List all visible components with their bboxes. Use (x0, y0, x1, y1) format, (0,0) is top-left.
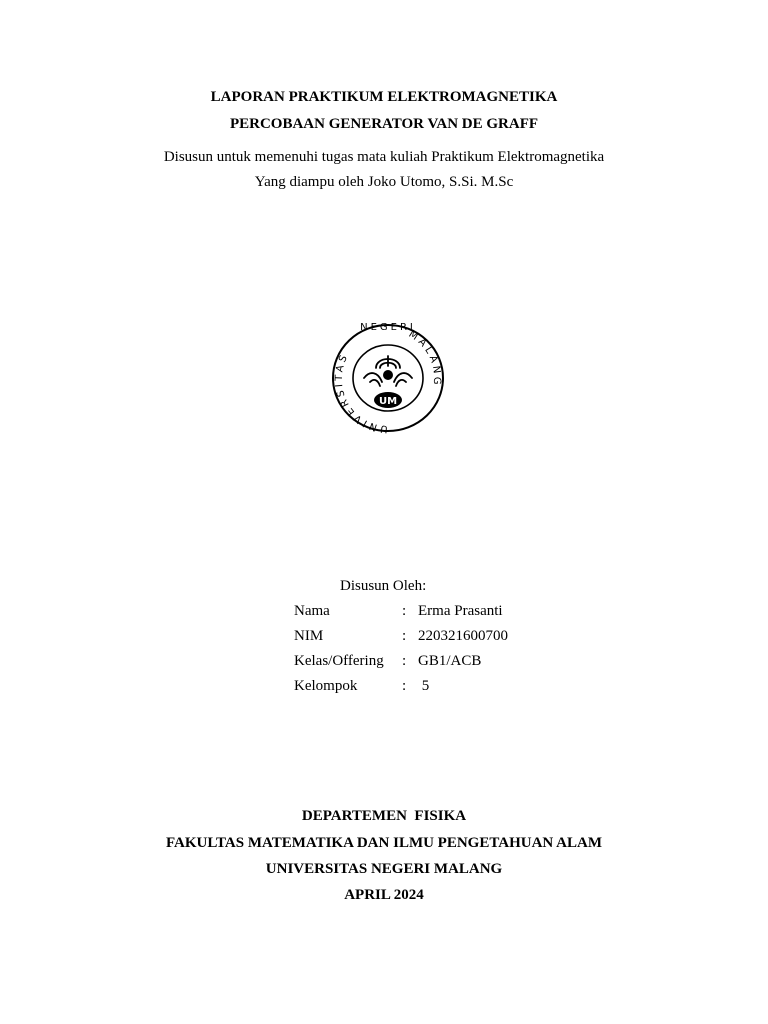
info-separator: : (402, 653, 407, 669)
info-label: Kelas/Offering (294, 653, 384, 669)
faculty-name: FAKULTAS MATEMATIKA DAN ILMU PENGETAHUAN ALAM (166, 835, 602, 851)
info-label: Kelompok (294, 678, 358, 694)
info-value: Erma Prasanti (418, 603, 503, 619)
seal-monogram: UM (378, 396, 398, 407)
report-date: APRIL 2024 (344, 887, 424, 903)
lecturer-statement: Yang diampu oleh Joko Utomo, S.Si. M.Sc (254, 174, 514, 190)
svg-text:MALANG (406, 329, 442, 388)
info-separator: : (402, 628, 407, 644)
info-separator: : (402, 678, 407, 694)
department-name: DEPARTEMEN FISIKA (301, 808, 467, 824)
info-label: Nama (294, 603, 330, 619)
info-separator: : (402, 603, 407, 619)
seal-ring-text-top: NEGERI (360, 322, 416, 333)
report-title: LAPORAN PRAKTIKUM ELEKTROMAGNETIKA (210, 89, 558, 105)
info-value: 220321600700 (418, 628, 508, 644)
experiment-title: PERCOBAAN GENERATOR VAN DE GRAFF (229, 116, 539, 132)
purpose-statement: Disusun untuk memenuhi tugas mata kuliah Praktikum Elektromagnetika (163, 149, 605, 165)
seal-ring-text-right: MALANG (406, 328, 443, 388)
svg-text:UNIVERSITAS (334, 351, 389, 434)
author-heading: Disusun Oleh: (340, 578, 427, 594)
seal-ring-text-left: UNIVERSITAS (333, 351, 389, 434)
university-seal-icon (330, 322, 446, 434)
info-value: GB1/ACB (418, 653, 482, 669)
info-label: NIM (294, 628, 324, 644)
info-value: 5 (418, 678, 430, 694)
university-name: UNIVERSITAS NEGERI MALANG (265, 861, 503, 877)
